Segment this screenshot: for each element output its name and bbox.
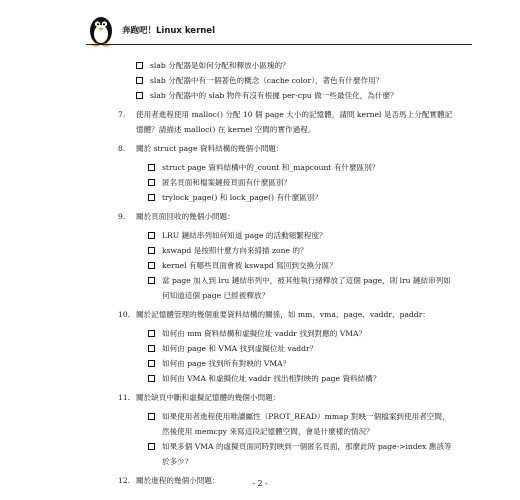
question-number: 12. xyxy=(118,476,131,485)
checkbox-bullet-icon xyxy=(148,194,155,201)
question-text: 關於頁面回收的幾個小問題： xyxy=(136,212,235,221)
list-item-text: slab 分配器中有一個著色的概念（cache color），著色有什麼作用？ xyxy=(150,76,384,85)
list-item xyxy=(148,409,454,439)
checkbox-bullet-icon xyxy=(136,92,143,99)
top-bullet-list xyxy=(118,58,454,103)
list-item xyxy=(148,190,454,205)
list-item xyxy=(148,341,454,356)
checkbox-bullet-icon xyxy=(148,345,155,352)
bullet-list xyxy=(130,160,454,205)
checkbox-bullet-icon xyxy=(148,443,155,450)
bullet-list xyxy=(130,326,454,386)
list-item xyxy=(148,175,454,190)
question-11 xyxy=(118,390,454,469)
list-item-text: 如何由 page 找到所有對映的 VMA？ xyxy=(162,359,291,368)
question-text: 關於記憶體管理的幾個重要資料結構的關係，如 mm、vma、page、vaddr、paddr： xyxy=(136,310,430,319)
list-item xyxy=(148,243,454,258)
list-item xyxy=(148,258,454,273)
list-item xyxy=(136,58,454,73)
list-item xyxy=(148,371,454,386)
list-item-text: kswapd 是按照什麼方向來掃描 zone 的？ xyxy=(162,246,308,255)
header-title: 奔跑吧！Linux kernel xyxy=(122,26,215,36)
list-item-text: 如何由 mm 資料結構和虛擬位址 vaddr 找到對應的 VMA？ xyxy=(162,329,367,338)
question-7 xyxy=(118,107,454,137)
page-content xyxy=(118,58,454,488)
list-item-text: 如果使用者進程使用唯讀屬性（PROT_READ）mmap 對映一個檔案到使用者空間，然後使用 memcpy 來寫這段記憶體空間，會是什麼樣的情況？ xyxy=(162,412,450,436)
checkbox-bullet-icon xyxy=(136,77,143,84)
checkbox-bullet-icon xyxy=(148,232,155,239)
list-item-text: LRU 鏈結串列如何知道 page 的活動頻繁程度？ xyxy=(162,231,327,240)
list-item-text: slab 分配器中的 slab 物件有沒有根據 per-cpu 做一些最佳化，為什麼？ xyxy=(150,91,398,100)
question-text: 關於缺頁中斷和虛擬記憶體的幾個小問題： xyxy=(136,393,281,402)
list-item xyxy=(148,273,454,303)
checkbox-bullet-icon xyxy=(148,179,155,186)
checkbox-bullet-icon xyxy=(148,164,155,171)
checkbox-bullet-icon xyxy=(148,413,155,420)
list-item xyxy=(148,439,454,469)
list-item xyxy=(136,88,454,103)
list-item xyxy=(148,356,454,371)
question-number: 10. xyxy=(118,310,131,319)
header-divider xyxy=(86,44,472,45)
checkbox-bullet-icon xyxy=(148,330,155,337)
list-item xyxy=(136,73,454,88)
question-8 xyxy=(118,141,454,205)
list-item-text: 當 page 加入到 lru 鏈結串列中，被其他執行緒釋放了這個 page，則 lru 鏈結串列如何知道這個 page 已經被釋放？ xyxy=(162,276,451,300)
checkbox-bullet-icon xyxy=(148,375,155,382)
bullet-list xyxy=(130,228,454,303)
list-item-text: 如果多個 VMA 的虛擬頁面同時對映到一個匿名頁面，那麼此時 page->index 應該等於多少？ xyxy=(162,442,452,466)
checkbox-bullet-icon xyxy=(148,277,155,284)
checkbox-bullet-icon xyxy=(148,360,155,367)
list-item-text: trylock_page() 和 lock_page() 有什麼區別？ xyxy=(162,193,323,202)
checkbox-bullet-icon xyxy=(148,262,155,269)
list-item xyxy=(148,326,454,341)
checkbox-bullet-icon xyxy=(148,247,155,254)
question-number: 11. xyxy=(118,393,131,402)
question-number: 8. xyxy=(118,144,126,153)
list-item-text: kernel 有哪些頁面會被 kswapd 寫回到交換分區？ xyxy=(162,261,337,270)
checkbox-bullet-icon xyxy=(136,62,143,69)
list-item xyxy=(148,160,454,175)
question-9 xyxy=(118,209,454,303)
page-number: - 2 - xyxy=(252,479,268,488)
list-item-text: slab 分配器是如何分配和釋放小區塊的？ xyxy=(150,61,290,70)
question-10 xyxy=(118,307,454,386)
bullet-list xyxy=(130,409,454,469)
question-text: 關於 struct page 資料結構的幾個小問題： xyxy=(136,144,284,153)
list-item-text: 如何由 VMA 和虛擬位址 vaddr 找出相對映的 page 資料結構？ xyxy=(162,374,381,383)
list-item-text: 如何由 page 和 VMA 找到虛擬位址 vaddr？ xyxy=(162,344,318,353)
question-number: 9. xyxy=(118,212,126,221)
question-text: 關於進程的幾個小問題： xyxy=(136,476,220,485)
question-number: 7. xyxy=(118,110,126,119)
question-text: 使用者進程使用 malloc() 分配 10 個 page 大小的記憶體，請問 kernel 是否馬上分配實體記憶體？請描述 malloc() 在 kernel 空間的實作過程。 xyxy=(136,110,453,134)
list-item xyxy=(148,228,454,243)
list-item-text: struct page 資料結構中的_count 和_mapcount 有什麼區別？ xyxy=(162,163,380,172)
penguin-logo-icon xyxy=(86,13,116,47)
list-item-text: 匿名頁面和檔案鏈接頁面有什麼區別？ xyxy=(162,178,292,187)
